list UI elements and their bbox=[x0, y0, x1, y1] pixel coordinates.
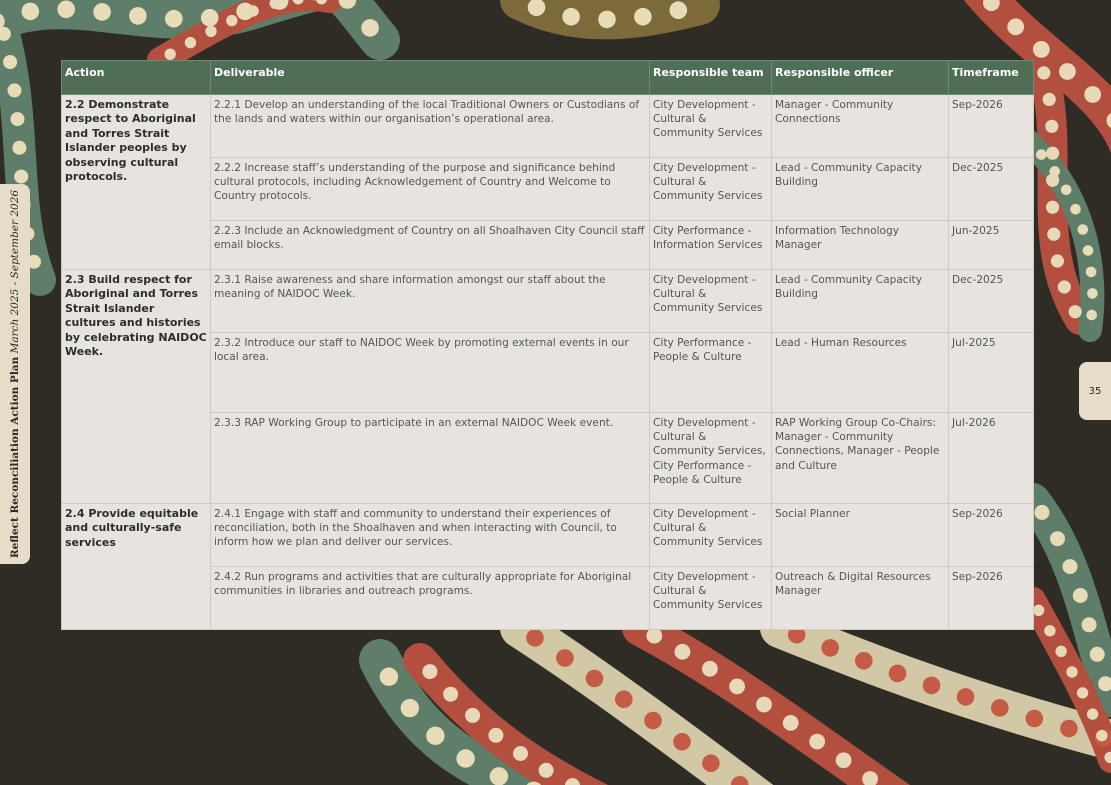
decorative-dot bbox=[670, 1, 688, 19]
decorative-dot bbox=[226, 15, 237, 26]
deliverable-cell: 2.3.3 RAP Working Group to participate in an external NAIDOC Week event. bbox=[211, 413, 650, 504]
decorative-dot bbox=[1033, 605, 1044, 616]
decorative-dot bbox=[1051, 254, 1064, 267]
decorative-dot bbox=[57, 1, 75, 19]
decorative-dot bbox=[1045, 120, 1058, 133]
decorative-dot bbox=[93, 3, 111, 21]
timeframe-cell: Sep-2026 bbox=[949, 567, 1034, 630]
decorative-dot bbox=[1069, 305, 1082, 318]
decorative-dot bbox=[129, 7, 147, 25]
decorative-dot bbox=[3, 55, 17, 69]
header-timeframe: Timeframe bbox=[949, 61, 1034, 95]
decorative-dot bbox=[539, 763, 554, 778]
decorative-dot bbox=[1046, 201, 1059, 214]
team-cell bbox=[650, 413, 772, 504]
decorative-dot bbox=[1060, 720, 1078, 738]
side-title-bold: Reflect Reconciliation Action Plan bbox=[9, 356, 21, 559]
deliverable-cell: 2.4.1 Engage with staff and community to understand their experiences of reconciliation, both in the Shoalhaven and when interacting with Council, to inform how we plan and deliver our services. bbox=[211, 504, 650, 567]
team-line: City Performance - People & Culture bbox=[653, 459, 752, 486]
header-responsible-officer: Responsible officer bbox=[772, 61, 949, 95]
timeframe-cell: Dec-2025 bbox=[949, 158, 1034, 221]
timeframe-cell: Sep-2026 bbox=[949, 95, 1034, 158]
officer-cell: Lead - Human Resources bbox=[772, 333, 949, 413]
table-row bbox=[62, 504, 1034, 567]
decorative-dot bbox=[426, 727, 444, 745]
decorative-dot bbox=[456, 749, 474, 767]
team-cell: City Development - Cultural & Community Services bbox=[650, 504, 772, 567]
table-row bbox=[62, 95, 1034, 158]
deliverable-cell: 2.3.1 Raise awareness and share information amongst our staff about the meaning of NAIDOC Week. bbox=[211, 270, 650, 333]
decorative-dot bbox=[1047, 228, 1060, 241]
decorative-dot bbox=[1086, 267, 1097, 278]
deliverable-cell: 2.2.2 Increase staff’s understanding of the purpose and significance behind cultural protocols, including Acknowledgement of Country and Welcome to Country protocols. bbox=[211, 158, 650, 221]
decorative-dot bbox=[1096, 730, 1107, 741]
decorative-dot bbox=[1044, 625, 1055, 636]
decorative-dot bbox=[513, 746, 528, 761]
decorative-dot bbox=[247, 5, 258, 16]
decorative-dot bbox=[809, 734, 825, 750]
decorative-dot bbox=[1058, 280, 1071, 293]
decorative-dot bbox=[1061, 185, 1072, 196]
decorative-dot bbox=[465, 708, 480, 723]
officer-cell: Lead - Community Capacity Building bbox=[772, 270, 949, 333]
decorative-dot bbox=[598, 11, 616, 29]
decorative-dot bbox=[1086, 310, 1097, 321]
decorative-dot bbox=[1084, 86, 1101, 103]
team-cell: City Performance - People & Culture bbox=[650, 333, 772, 413]
decorative-dot bbox=[1033, 41, 1050, 58]
decorative-dot bbox=[1070, 204, 1081, 215]
decorative-dot bbox=[1078, 224, 1089, 235]
side-title bbox=[9, 190, 21, 558]
team-cell: City Development - Cultural & Community Services bbox=[650, 270, 772, 333]
officer-cell: RAP Working Group Co-Chairs: Manager - Community Connections, Manager - People and Culture bbox=[772, 413, 949, 504]
decorative-dot bbox=[1087, 708, 1098, 719]
decorative-dot bbox=[1050, 531, 1065, 546]
decorative-dot bbox=[889, 665, 907, 683]
decorative-dot bbox=[646, 628, 662, 644]
decorative-dot bbox=[1036, 149, 1047, 160]
decorative-dot bbox=[702, 661, 718, 677]
decorative-dot bbox=[12, 141, 26, 155]
decorative-dot bbox=[490, 767, 508, 785]
decorative-dot bbox=[1063, 559, 1078, 574]
decorative-dot bbox=[1077, 687, 1088, 698]
decorative-dot bbox=[702, 754, 720, 772]
team-cell: City Development - Cultural & Community Services bbox=[650, 95, 772, 158]
decorative-dot bbox=[1090, 647, 1105, 662]
decorative-dot bbox=[1046, 147, 1059, 160]
decorative-dot bbox=[756, 697, 772, 713]
decorative-dot bbox=[1082, 617, 1097, 632]
page-number: 35 bbox=[1088, 385, 1102, 397]
decorative-dot bbox=[185, 37, 196, 48]
decorative-dot bbox=[1037, 66, 1050, 79]
decorative-dot bbox=[586, 670, 604, 688]
table-header-row bbox=[62, 61, 1034, 95]
decorative-dot bbox=[836, 752, 852, 768]
action-cell: 2.3 Build respect for Aboriginal and Torres Strait Islander cultures and histories by celebrating NAIDOC Week. bbox=[62, 270, 211, 504]
header-responsible-team: Responsible team bbox=[650, 61, 772, 95]
decorative-dot bbox=[422, 664, 437, 679]
decorative-dot bbox=[1087, 288, 1098, 299]
decorative-dot bbox=[488, 728, 503, 743]
officer-cell: Outreach & Digital Resources Manager bbox=[772, 567, 949, 630]
header-action: Action bbox=[62, 61, 211, 95]
action-cell: 2.4 Provide equitable and culturally-safe services bbox=[62, 504, 211, 630]
decorative-dot bbox=[1055, 646, 1066, 657]
decorative-dot bbox=[615, 691, 633, 709]
table-row bbox=[62, 270, 1034, 333]
decorative-dot bbox=[729, 679, 745, 695]
decorative-dot bbox=[443, 687, 458, 702]
deliverable-cell: 2.4.2 Run programs and activities that are culturally appropriate for Aboriginal communities in libraries and outreach programs. bbox=[211, 567, 650, 630]
decorative-dot bbox=[783, 715, 799, 731]
decorative-dot bbox=[675, 644, 691, 660]
timeframe-cell: Jun-2025 bbox=[949, 221, 1034, 270]
decorative-dot bbox=[1007, 18, 1024, 35]
decorative-dot bbox=[165, 10, 183, 28]
deliverable-cell: 2.2.1 Develop an understanding of the local Traditional Owners or Custodians of the lands and waters within our organisation’s operational area. bbox=[211, 95, 650, 158]
decorative-dot bbox=[957, 688, 975, 706]
decorative-dot bbox=[380, 668, 398, 686]
decorative-dot bbox=[8, 83, 22, 97]
decorative-dot bbox=[562, 8, 580, 26]
timeframe-cell: Sep-2026 bbox=[949, 504, 1034, 567]
timeframe-cell: Jul-2025 bbox=[949, 333, 1034, 413]
header-deliverable: Deliverable bbox=[211, 61, 650, 95]
officer-cell: Manager - Community Connections bbox=[772, 95, 949, 158]
decorative-dot bbox=[1073, 588, 1088, 603]
timeframe-cell: Jul-2026 bbox=[949, 413, 1034, 504]
officer-cell: Social Planner bbox=[772, 504, 949, 567]
team-cell: City Development - Cultural & Community Services bbox=[650, 158, 772, 221]
team-cell: City Performance - Information Services bbox=[650, 221, 772, 270]
decorative-dot bbox=[1049, 166, 1060, 177]
decorative-dot bbox=[526, 629, 544, 647]
action-cell: 2.2 Demonstrate respect to Aboriginal and Torres Strait Islander peoples by observing cultural protocols. bbox=[62, 95, 211, 270]
decorative-dot bbox=[201, 9, 219, 27]
team-line: City Development - Cultural & Community Services, bbox=[653, 417, 766, 458]
decorative-dot bbox=[855, 652, 873, 670]
decorative-dot bbox=[1035, 505, 1050, 520]
timeframe-cell: Dec-2025 bbox=[949, 270, 1034, 333]
decorative-dot bbox=[165, 49, 176, 60]
decorative-dot bbox=[1083, 245, 1094, 256]
team-cell: City Development - Cultural & Community Services bbox=[650, 567, 772, 630]
decorative-dot bbox=[22, 3, 40, 21]
decorative-dot bbox=[821, 639, 839, 657]
decorative-dot bbox=[556, 649, 574, 667]
side-title-italic: March 2025 - September 2026 bbox=[9, 189, 21, 354]
decorative-dot bbox=[644, 712, 662, 730]
decorative-dot bbox=[1059, 63, 1076, 80]
action-plan-table bbox=[61, 60, 1034, 630]
decorative-dot bbox=[361, 19, 379, 37]
deliverable-cell: 2.2.3 Include an Acknowledgment of Country on all Shoalhaven City Council staff email blocks. bbox=[211, 221, 650, 270]
decorative-dot bbox=[923, 677, 941, 695]
decorative-dot bbox=[11, 112, 25, 126]
decorative-dot bbox=[1043, 93, 1056, 106]
deliverable-cell: 2.3.2 Introduce our staff to NAIDOC Week by promoting external events in our local area. bbox=[211, 333, 650, 413]
decorative-dot bbox=[634, 8, 652, 26]
officer-cell: Lead - Community Capacity Building bbox=[772, 158, 949, 221]
decorative-dot bbox=[401, 699, 419, 717]
decorative-dot bbox=[205, 26, 216, 37]
page-number-tab bbox=[1079, 362, 1111, 420]
decorative-dot bbox=[14, 170, 28, 184]
decorative-dot bbox=[673, 733, 691, 751]
decorative-dot bbox=[991, 699, 1009, 717]
decorative-dot bbox=[1066, 666, 1077, 677]
decorative-dot bbox=[1026, 710, 1044, 728]
officer-cell: Information Technology Manager bbox=[772, 221, 949, 270]
